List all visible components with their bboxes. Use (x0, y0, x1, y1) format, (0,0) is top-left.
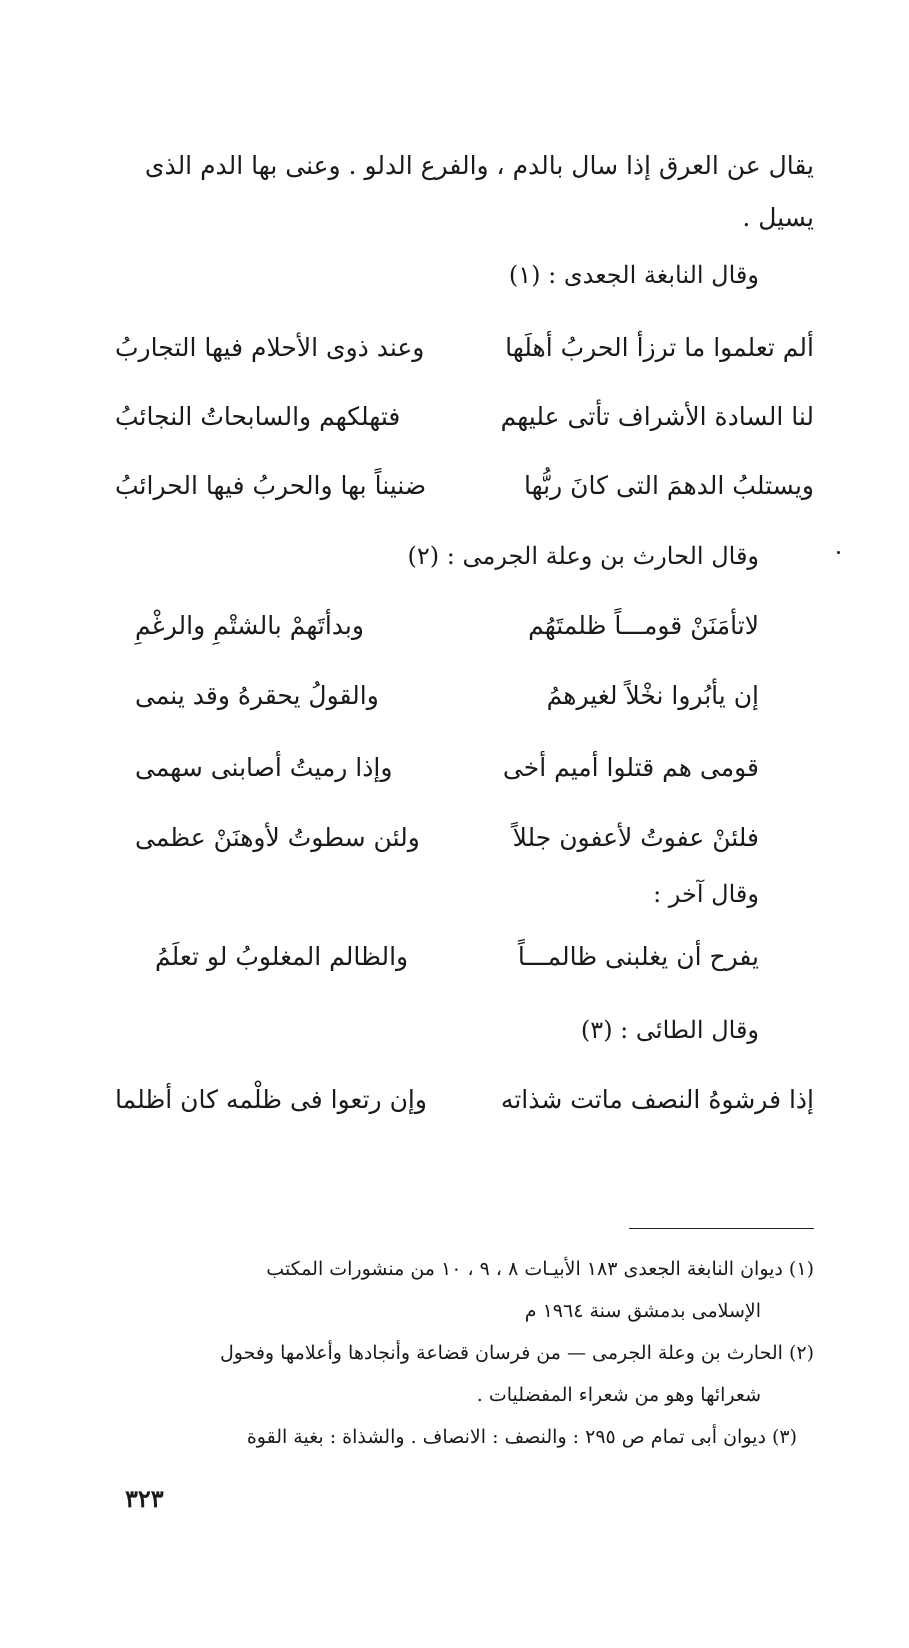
footnote-1-continuation: الإسلامى بدمشق سنة ١٩٦٤ م (524, 1300, 761, 1322)
poem-heading: وقال آخر : (653, 880, 759, 908)
poem-heading: وقال النابغة الجعدى : (١) (508, 261, 759, 289)
footnote-1: (١) ديوان النابغة الجعدى ١٨٣ الأبيـات ٨ ، ٩ ، ١٠ من منشورات المكتب (266, 1258, 814, 1280)
prose-line: يسيل . (742, 203, 814, 232)
verse-first-hemistich: ألم تعلموا ما ترزأ الحربُ أهلَها (505, 333, 814, 362)
footnote-divider (629, 1228, 814, 1229)
verse-line (115, 466, 814, 506)
verse-line (115, 1080, 814, 1120)
verse-line (135, 606, 759, 646)
verse-second-hemistich: ولئن سطوتُ لأوهنَنْ عظمى (135, 823, 420, 852)
verse-second-hemistich: والقولُ يحقرهُ وقد ينمى (135, 681, 379, 710)
footnote-2: (٢) الحارث بن وعلة الجرمى — من فرسان قضاعة وأنجادها وأعلامها وفحول (219, 1342, 814, 1364)
poem-heading: وقال الطائى : (٣) (580, 1016, 759, 1044)
footnote-2-continuation: شعرائها وهو من شعراء المفضليات . (476, 1384, 761, 1406)
verse-first-hemistich: يفرح أن يغلبنى ظالمـــاً (517, 942, 759, 971)
poem-heading: وقال الحارث بن وعلة الجرمى : (٢) (407, 542, 759, 570)
verse-first-hemistich: قومى هم قتلوا أميم أخى (502, 753, 759, 782)
verse-first-hemistich: إن يأبُروا نخْلاً لغيرهمُ (546, 681, 759, 710)
verse-second-hemistich: وإذا رميتُ أصابنى سهمى (135, 753, 393, 782)
verse-first-hemistich: لنا السادة الأشراف تأتى عليهم (500, 402, 814, 431)
verse-line (135, 818, 759, 858)
verse-second-hemistich: والظالم المغلوبُ لو تعلَمُ (155, 942, 409, 971)
verse-line (155, 937, 759, 977)
print-speck (837, 551, 840, 554)
verse-first-hemistich: ويستلبُ الدهمَ التى كانَ ربُّها (524, 471, 814, 500)
page-number: ٣٢٣ (125, 1484, 164, 1513)
verse-line (115, 397, 814, 437)
verse-second-hemistich: وإن رتعوا فى ظلْمه كان أظلما (115, 1085, 427, 1114)
verse-first-hemistich: إذا فرشوهُ النصف ماتت شذاته (500, 1085, 814, 1114)
verse-first-hemistich: لاتأمَنَنْ قومـــاً ظلمتَهُم (528, 611, 759, 640)
verse-line (135, 748, 759, 788)
verse-second-hemistich: وبدأتَهمْ بالشتْمِ والرغْمِ (135, 611, 364, 640)
footnote-3: (٣) ديوان أبى تمام ص ٢٩٥ : والنصف : الانصاف . والشذاة : بغية القوة (246, 1426, 797, 1448)
verse-second-hemistich: ضنيناً بها والحربُ فيها الحرائبُ (115, 471, 427, 500)
verse-line (115, 328, 814, 368)
prose-line: يقال عن العرق إذا سال بالدم ، والفرع الدلو . وعنى بها الدم الذى (144, 151, 814, 180)
verse-line (135, 676, 759, 716)
verse-first-hemistich: فلئنْ عفوتُ لأعفون جللاً (512, 823, 759, 852)
verse-second-hemistich: وعند ذوى الأحلام فيها التجاربُ (115, 333, 425, 362)
verse-second-hemistich: فتهلكهم والسابحاتُ النجائبُ (115, 402, 401, 431)
